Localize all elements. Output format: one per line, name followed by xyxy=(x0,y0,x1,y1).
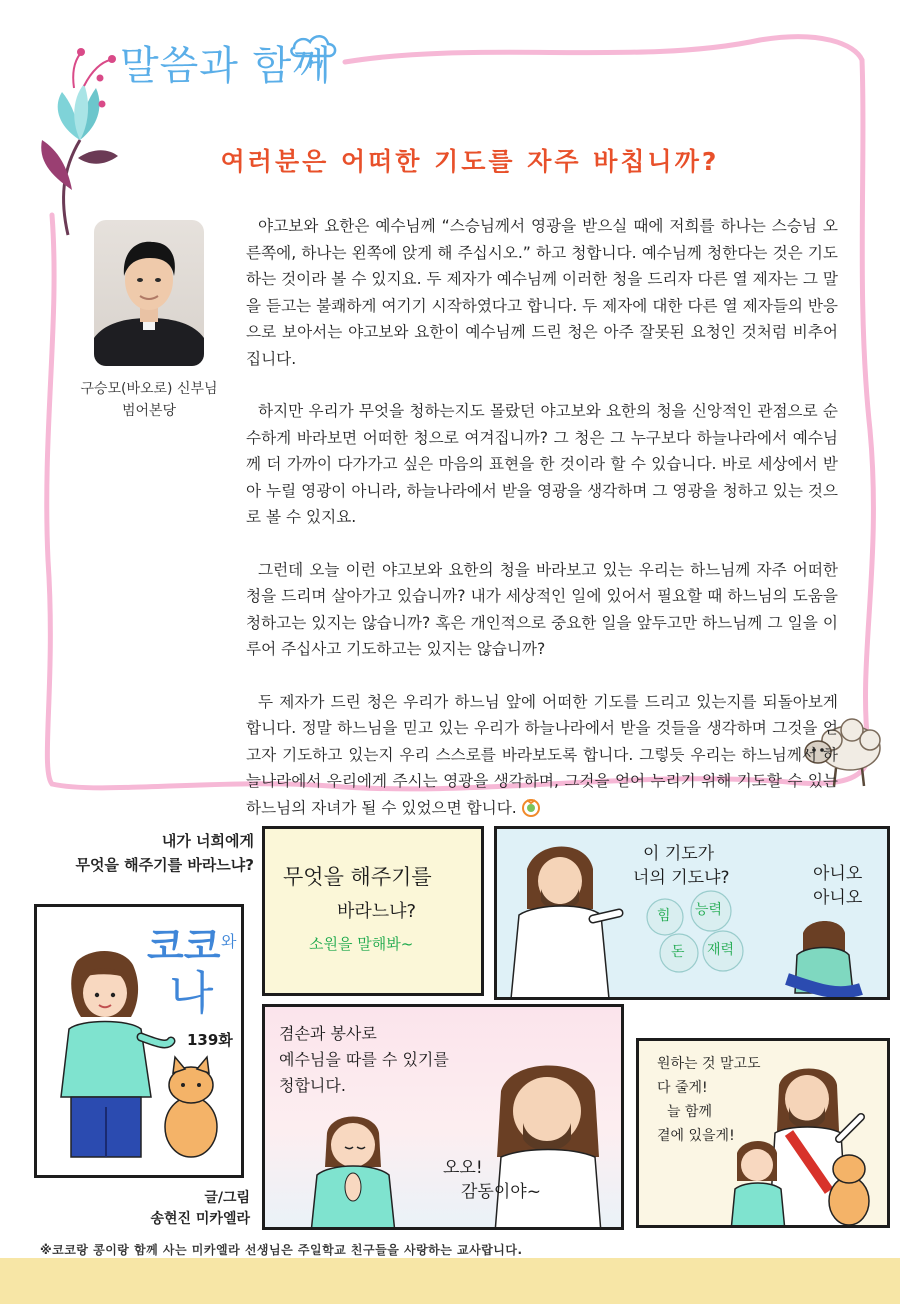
comic-panel-1 xyxy=(262,826,484,996)
comic-footnote: ※코코랑 콩이랑 함께 사는 미카엘라 선생님은 주일학교 친구들을 사랑하는 교사랍니다. xyxy=(40,1243,523,1257)
panel3-reply: 오오! xyxy=(443,1158,483,1178)
bubble-label: 능력 xyxy=(695,902,723,918)
author-photo xyxy=(94,220,204,366)
panel4-speech: 다 줄게! xyxy=(657,1080,708,1096)
panel3-speech: 예수님을 따를 수 있기를 xyxy=(279,1050,449,1069)
bubble-label: 힘 xyxy=(657,908,671,924)
panel2-reply: 아니오 xyxy=(813,864,863,884)
article-paragraph: 그런데 오늘 이런 야고보와 요한의 청을 바라보고 있는 우리는 하느님께 자주 어떠한 청을 드리며 살아가고 있습니까? 내가 세상적인 일에 있어서 필요할 때 하느님의 도움을 청하고는 있지는 않습니까? 혹은 개인적으로 중요한 일을 앞두고만 하느님께 그 일을 이루어 주십사고 기도하고는 있지는 않습니까? xyxy=(246,560,838,658)
comic-credit xyxy=(110,1188,250,1230)
comic-panel-2 xyxy=(494,826,890,1000)
comic-question-line: 내가 너희에게 xyxy=(161,832,254,850)
panel3-speech: 겸손과 봉사로 xyxy=(279,1024,377,1043)
panel1-speech: 바라느냐? xyxy=(337,901,417,922)
article-body xyxy=(246,213,838,821)
panel4-speech: 늘 함께 xyxy=(667,1104,713,1120)
article-paragraph: 야고보와 요한은 예수님께 “스승님께서 영광을 받으실 때에 저희를 하나는 스승님 오른쪽에, 하나는 왼쪽에 앉게 해 주십시오.” 하고 청합니다. 예수님께 청한다는 것은 기도하는 것이라 볼 수 있지요. 두 제자가 예수님께 이러한 청을 드리자 다른 열 제자는 그 말을 듣고는 불쾌하게 여기기 시작하였다고 합니다. 두 제자에 대한 다른 열 제자들의 반응으로 보아서는 야고보와 요한이 예수님께 드린 청은 아주 잘못된 요청인 것처럼 비추어집니다. xyxy=(246,217,838,368)
footer-band xyxy=(0,1258,900,1304)
panel3-speech: 청합니다. xyxy=(279,1076,346,1095)
comic-title-panel xyxy=(34,904,244,1178)
panel3-reply: 감동이야~ xyxy=(461,1182,541,1202)
series-title-na: 나 xyxy=(169,966,214,1020)
panel4-speech: 원하는 것 말고도 xyxy=(657,1056,761,1072)
panel2-speech: 이 기도가 xyxy=(643,844,715,864)
series-title-coco: 코코 xyxy=(147,924,221,968)
author-caption xyxy=(66,378,232,422)
panel1-speech: 무엇을 해주기를 xyxy=(283,865,432,889)
article-paragraph-text: 두 제자가 드린 청은 우리가 하느님 앞에 어떠한 기도를 드리고 있는지를 되돌아보게 합니다. 정말 하느님을 믿고 있는 우리가 하늘나라에서 받을 것들을 생각하며 그것을 얻고자 기도하고 있는지 우리 스스로를 바라보도록 합니다. 그렇듯 우리는 하느님께서 하늘나라에서 우리에게 주시는 영광을 생각하며, 그것을 얻어 누리기 위해 기도할 수 있는 하느님의 자녀가 될 수 있었으면 합니다. xyxy=(246,692,838,817)
series-title-wa: 와 xyxy=(221,932,237,951)
panel2-speech: 너의 기도냐? xyxy=(633,868,730,888)
priest-portrait-icon xyxy=(94,220,204,366)
end-mark-icon xyxy=(521,797,541,817)
panel2-reply: 아니오 xyxy=(813,888,863,908)
article-paragraph: 하지만 우리가 무엇을 청하는지도 몰랐던 야고보와 요한의 청을 신앙적인 관점으로 순수하게 바라보면 어떠한 청으로 여겨집니까? 그 청은 그 누구보다 하늘나라에서 예수님께 더 가까이 다가가고 싶은 마음의 표현을 한 것이라 할 수 있습니다. 바로 세상에서 받아 누릴 영광이 아니라, 하늘나라에서 받을 영광을 생각하며 그 영광을 청하고 있는 것으로 볼 수 있지요. xyxy=(246,402,838,526)
section-title: 말씀과 함께 xyxy=(120,43,332,89)
headline: 여러분은 어떠한 기도를 자주 바칩니까? xyxy=(220,147,720,176)
comic-question-line: 무엇을 해주기를 바라느냐? xyxy=(75,856,254,874)
author-name: 구승모(바오로) 신부님 xyxy=(80,381,218,397)
author-parish: 범어본당 xyxy=(121,403,177,419)
credit-label: 글/그림 xyxy=(204,1190,250,1206)
comic-panel-4 xyxy=(636,1038,890,1228)
credit-author: 송현진 미카엘라 xyxy=(150,1211,250,1227)
comic-panel-3 xyxy=(262,1004,624,1230)
panel1-speech-green: 소원을 말해봐~ xyxy=(309,935,414,953)
comic-question xyxy=(22,829,254,877)
article-paragraph xyxy=(246,689,838,822)
bubble-label: 돈 xyxy=(671,944,685,960)
girl-and-cat-icon xyxy=(41,947,241,1175)
panel4-speech: 곁에 있을게! xyxy=(657,1128,735,1144)
episode-number: 139화 xyxy=(187,1031,233,1049)
bubble-label: 재력 xyxy=(707,942,735,958)
